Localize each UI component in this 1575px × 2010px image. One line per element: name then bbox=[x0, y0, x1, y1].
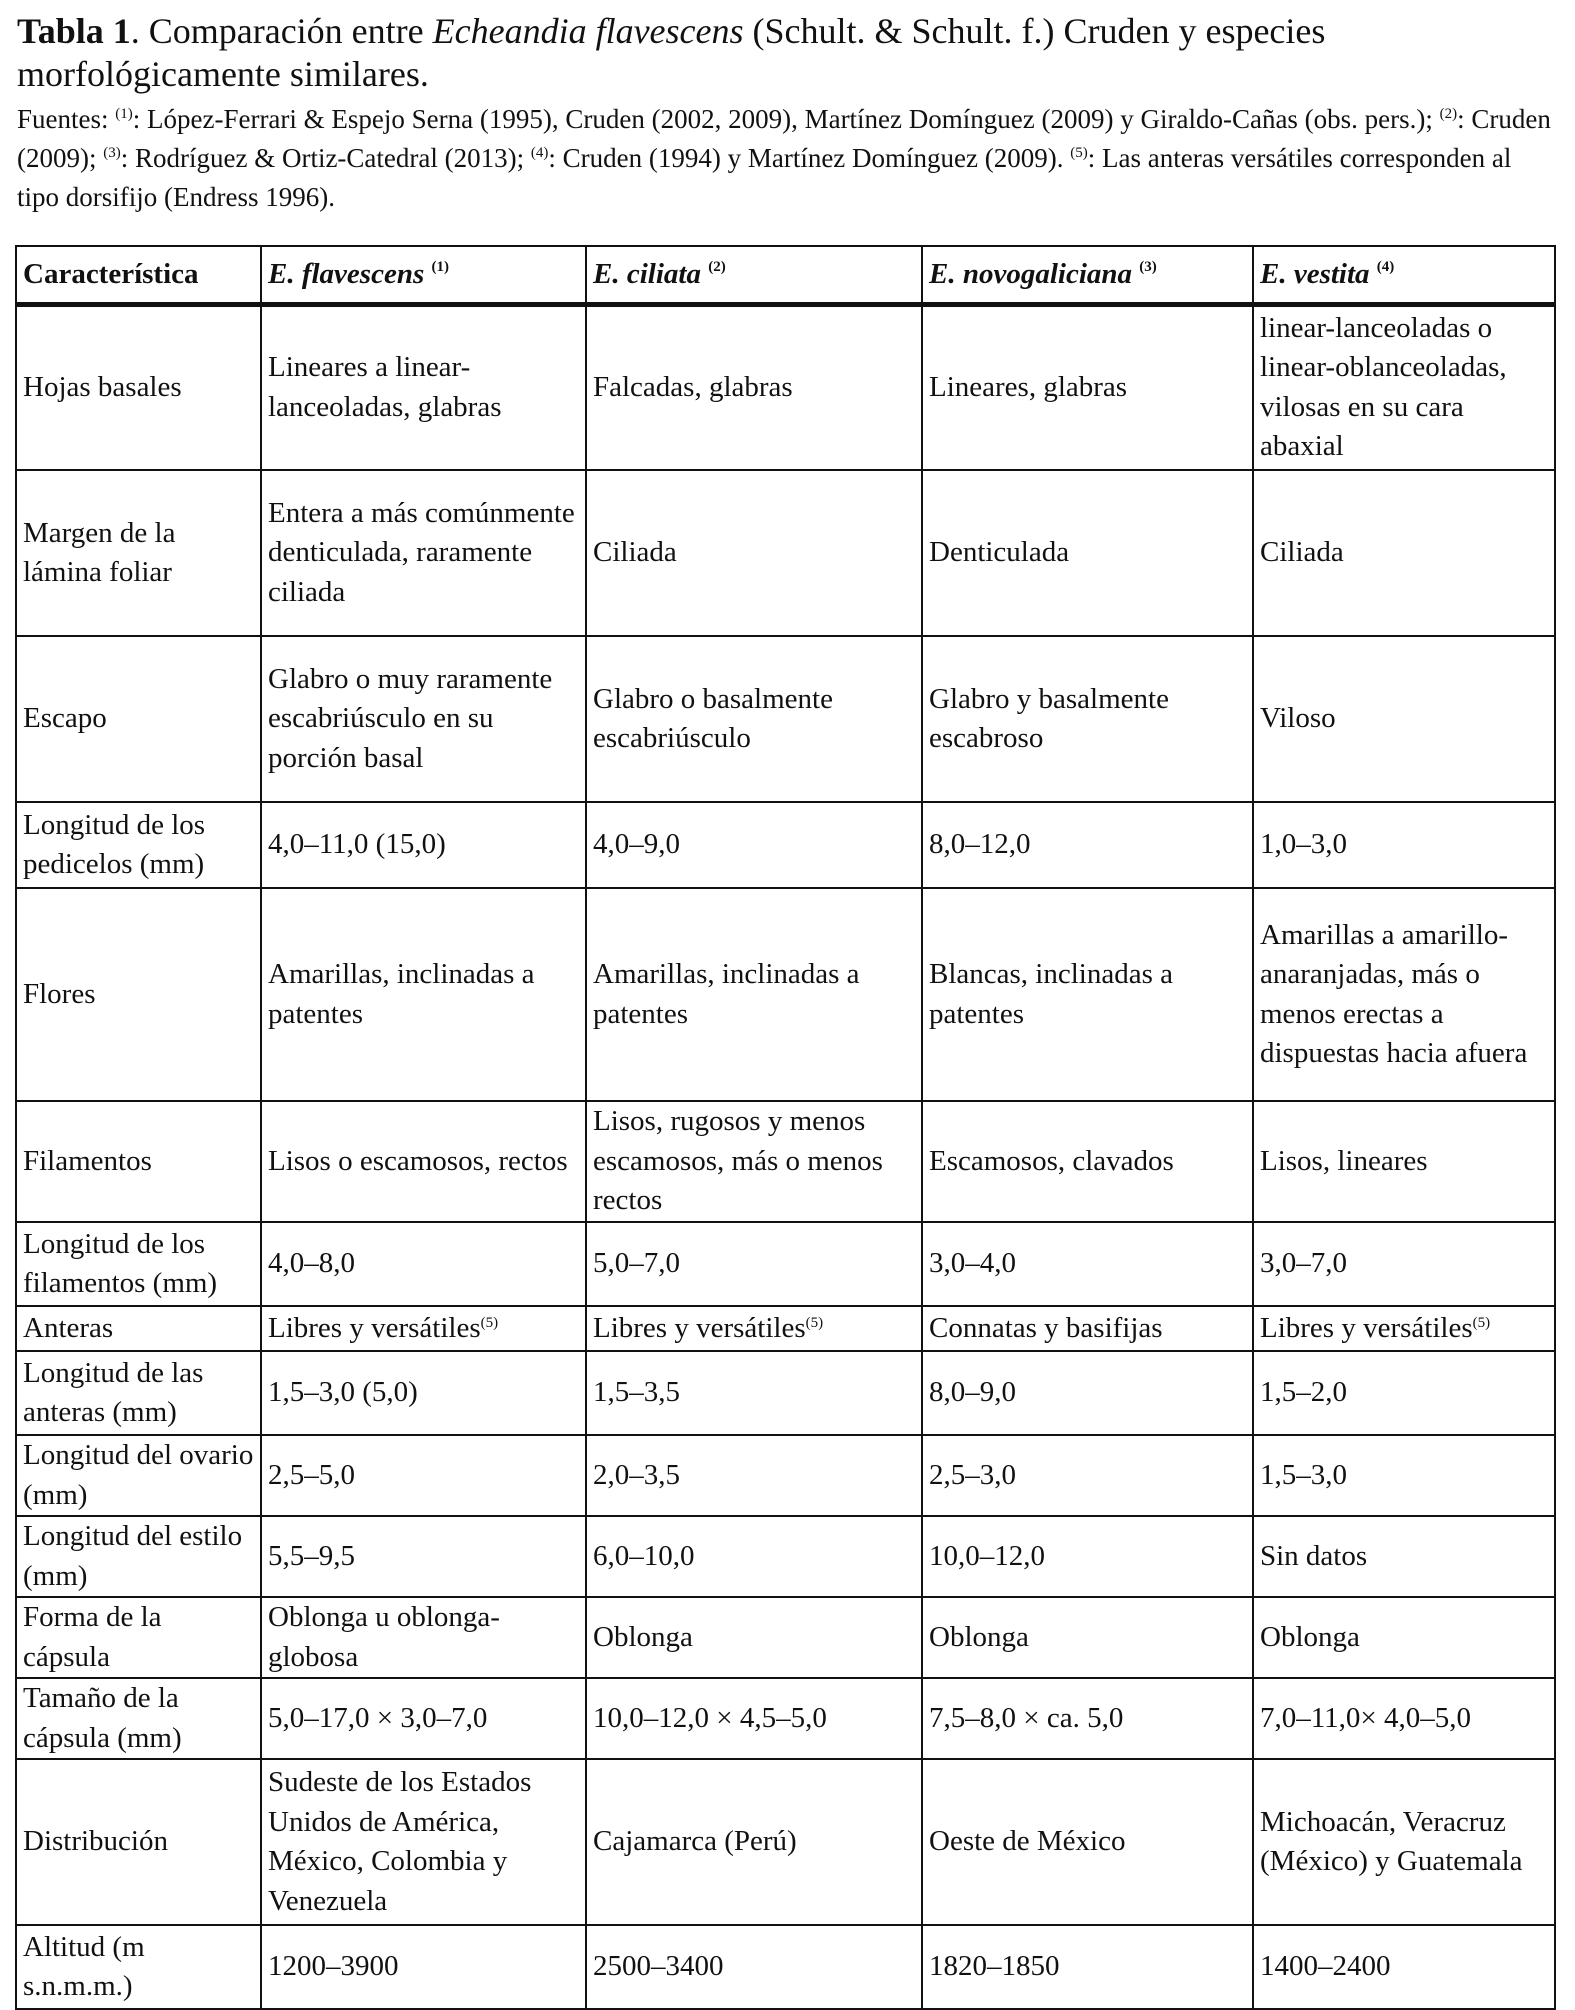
table-cell: Oblonga bbox=[1253, 1597, 1555, 1678]
caption-text-a: . Comparación entre bbox=[130, 11, 433, 51]
header-characteristic: Característica bbox=[16, 246, 261, 304]
table-cell: 1820–1850 bbox=[922, 1925, 1253, 2009]
table-cell: Glabro o muy raramente escabriúsculo en su porción basal bbox=[261, 636, 586, 802]
table-cell: 8,0–12,0 bbox=[922, 802, 1253, 888]
table-cell: 8,0–9,0 bbox=[922, 1351, 1253, 1435]
row-label: Margen de la lámina foliar bbox=[16, 470, 261, 636]
table-cell: 5,0–7,0 bbox=[586, 1222, 922, 1306]
table-cell: 6,0–10,0 bbox=[586, 1516, 922, 1597]
header-e-novogaliciana: E. novogaliciana $^{(3)}$ bbox=[922, 246, 1253, 304]
footnote-mark: (5) bbox=[805, 1314, 824, 1331]
table-row bbox=[16, 1101, 1555, 1222]
table-cell: 1,5–2,0 bbox=[1253, 1351, 1555, 1435]
table-cell: Michoacán, Veracruz (México) y Guatemala bbox=[1253, 1759, 1555, 1925]
table-cell: 4,0–11,0 (15,0) bbox=[261, 802, 586, 888]
row-label: Hojas basales bbox=[16, 304, 261, 470]
table-row bbox=[16, 888, 1555, 1101]
row-label: Longitud del estilo (mm) bbox=[16, 1516, 261, 1597]
table-cell: 1,5–3,5 bbox=[586, 1351, 922, 1435]
table-cell: Libres y versátiles$^{(5)}$ bbox=[586, 1306, 922, 1351]
table-row bbox=[16, 1759, 1555, 1925]
row-label: Longitud de las anteras (mm) bbox=[16, 1351, 261, 1435]
table-cell: 10,0–12,0 bbox=[922, 1516, 1253, 1597]
footnote-2-mark: (2) bbox=[1439, 106, 1458, 122]
table-cell: Glabro o basalmente escabriúsculo bbox=[586, 636, 922, 802]
table-cell: Oblonga bbox=[922, 1597, 1253, 1678]
comparison-table bbox=[15, 245, 1556, 2010]
footnote-4-mark: (4) bbox=[530, 145, 549, 161]
footnote-4-text: : Cruden (1994) y Martínez Domínguez (2009). bbox=[548, 143, 1071, 173]
table-cell: linear-lanceoladas o linear-oblanceoladas, vilosas en su cara abaxial bbox=[1253, 304, 1555, 470]
row-label: Distribución bbox=[16, 1759, 261, 1925]
table-cell: Lisos, rugosos y menos escamosos, más o menos rectos bbox=[586, 1101, 922, 1222]
table-cell: Ciliada bbox=[586, 470, 922, 636]
table-cell: Sin datos bbox=[1253, 1516, 1555, 1597]
table-cell: 1200–3900 bbox=[261, 1925, 586, 2009]
table-cell: 1,0–3,0 bbox=[1253, 802, 1555, 888]
caption-text-b: (Schult. & Schult. f.) Cruden y especies morfológicamente similares. bbox=[17, 11, 1326, 94]
header-footnote-mark: (1) bbox=[431, 258, 449, 275]
header-footnote-mark: (2) bbox=[708, 258, 726, 275]
footnote-3-mark: (3) bbox=[103, 145, 121, 161]
table-cell: 1,5–3,0 (5,0) bbox=[261, 1351, 586, 1435]
row-label: Longitud de los pedicelos (mm) bbox=[16, 802, 261, 888]
footnote-mark: (5) bbox=[1472, 1314, 1491, 1331]
table-cell: Blancas, inclinadas a patentes bbox=[922, 888, 1253, 1101]
footnote-5-mark: (5) bbox=[1070, 145, 1088, 161]
table-cell: 2500–3400 bbox=[586, 1925, 922, 2009]
footnote-2-text: : Cruden (2009); bbox=[17, 104, 1551, 173]
table-cell: 2,5–5,0 bbox=[261, 1435, 586, 1516]
table-cell: Sudeste de los Estados Unidos de América, México, Colombia y Venezuela bbox=[261, 1759, 586, 1925]
table-cell: 5,5–9,5 bbox=[261, 1516, 586, 1597]
table-cell: 7,0–11,0× 4,0–5,0 bbox=[1253, 1678, 1555, 1759]
row-label: Escapo bbox=[16, 636, 261, 802]
table-cell: Entera a más comúnmente denticulada, raramente ciliada bbox=[261, 470, 586, 636]
table-cell: Oblonga bbox=[586, 1597, 922, 1678]
table-caption bbox=[17, 10, 1557, 217]
table-cell: 3,0–7,0 bbox=[1253, 1222, 1555, 1306]
row-label: Altitud (m s.n.m.m.) bbox=[16, 1925, 261, 2009]
row-label: Tamaño de la cápsula (mm) bbox=[16, 1678, 261, 1759]
caption-sources bbox=[17, 100, 1557, 217]
table-cell: Amarillas, inclinadas a patentes bbox=[261, 888, 586, 1101]
header-e-ciliata: E. ciliata $^{(2)}$ bbox=[586, 246, 922, 304]
table-cell: 4,0–9,0 bbox=[586, 802, 922, 888]
table-row bbox=[16, 1597, 1555, 1678]
table-cell: 4,0–8,0 bbox=[261, 1222, 586, 1306]
table-row bbox=[16, 304, 1555, 470]
table-cell: Falcadas, glabras bbox=[586, 304, 922, 470]
table-cell: 1,5–3,0 bbox=[1253, 1435, 1555, 1516]
table-row bbox=[16, 802, 1555, 888]
footnote-mark: (5) bbox=[480, 1314, 499, 1331]
row-label: Longitud del ovario (mm) bbox=[16, 1435, 261, 1516]
table-cell: Amarillas, inclinadas a patentes bbox=[586, 888, 922, 1101]
table-cell: Lisos o escamosos, rectos bbox=[261, 1101, 586, 1222]
row-label: Anteras bbox=[16, 1306, 261, 1351]
row-label: Longitud de los filamentos (mm) bbox=[16, 1222, 261, 1306]
table-cell: Connatas y basifijas bbox=[922, 1306, 1253, 1351]
table-row bbox=[16, 1222, 1555, 1306]
row-label: Forma de la cápsula bbox=[16, 1597, 261, 1678]
table-cell: 1400–2400 bbox=[1253, 1925, 1555, 2009]
table-row bbox=[16, 636, 1555, 802]
row-label: Filamentos bbox=[16, 1101, 261, 1222]
table-cell: Cajamarca (Perú) bbox=[586, 1759, 922, 1925]
table-row bbox=[16, 1925, 1555, 2009]
table-cell: Denticulada bbox=[922, 470, 1253, 636]
table-cell: Escamosos, clavados bbox=[922, 1101, 1253, 1222]
header-footnote-mark: (4) bbox=[1376, 258, 1395, 275]
table-label: Tabla 1 bbox=[17, 11, 131, 51]
footnote-1-mark: (1) bbox=[115, 106, 133, 122]
caption-title bbox=[17, 10, 1557, 96]
table-row bbox=[16, 1516, 1555, 1597]
table-cell: Libres y versátiles$^{(5)}$ bbox=[261, 1306, 586, 1351]
table-cell: Glabro y basalmente escabroso bbox=[922, 636, 1253, 802]
row-label: Flores bbox=[16, 888, 261, 1101]
table-cell: Amarillas a amarillo-anaranjadas, más o menos erectas a dispuestas hacia afuera bbox=[1253, 888, 1555, 1101]
table-cell: Oeste de México bbox=[922, 1759, 1253, 1925]
table-cell: 10,0–12,0 × 4,5–5,0 bbox=[586, 1678, 922, 1759]
footnote-1-text: : López-Ferrari & Espejo Serna (1995), Cruden (2002, 2009), Martínez Domínguez (2009) y Giraldo-Cañas (obs. pers.); bbox=[132, 104, 1440, 134]
header-e-flavescens: E. flavescens $^{(1)}$ bbox=[261, 246, 586, 304]
table-cell: Ciliada bbox=[1253, 470, 1555, 636]
table-cell: 3,0–4,0 bbox=[922, 1222, 1253, 1306]
header-footnote-mark: (3) bbox=[1139, 258, 1157, 275]
table-cell: 7,5–8,0 × ca. 5,0 bbox=[922, 1678, 1253, 1759]
footnote-5-text: : Las anteras versátiles corresponden al tipo dorsifijo (Endress 1996). bbox=[17, 143, 1512, 212]
header-e-vestita: E. vestita $^{(4)}$ bbox=[1253, 246, 1555, 304]
caption-species: Echeandia flavescens bbox=[432, 11, 744, 51]
table-cell: Viloso bbox=[1253, 636, 1555, 802]
table-cell: Libres y versátiles$^{(5)}$ bbox=[1253, 1306, 1555, 1351]
table-row bbox=[16, 1435, 1555, 1516]
table-row bbox=[16, 1678, 1555, 1759]
table-cell: Lineares a linear-lanceoladas, glabras bbox=[261, 304, 586, 470]
table-row bbox=[16, 1306, 1555, 1351]
table-row bbox=[16, 1351, 1555, 1435]
footnote-3-text: : Rodríguez & Ortiz-Catedral (2013); bbox=[120, 143, 531, 173]
table-cell: 5,0–17,0 × 3,0–7,0 bbox=[261, 1678, 586, 1759]
table-cell: Oblonga u oblonga-globosa bbox=[261, 1597, 586, 1678]
table-row bbox=[16, 470, 1555, 636]
table-cell: 2,0–3,5 bbox=[586, 1435, 922, 1516]
header-row bbox=[16, 246, 1555, 304]
sources-intro: Fuentes: bbox=[17, 104, 116, 134]
table-cell: 2,5–3,0 bbox=[922, 1435, 1253, 1516]
table-cell: Lisos, lineares bbox=[1253, 1101, 1555, 1222]
table-cell: Lineares, glabras bbox=[922, 304, 1253, 470]
